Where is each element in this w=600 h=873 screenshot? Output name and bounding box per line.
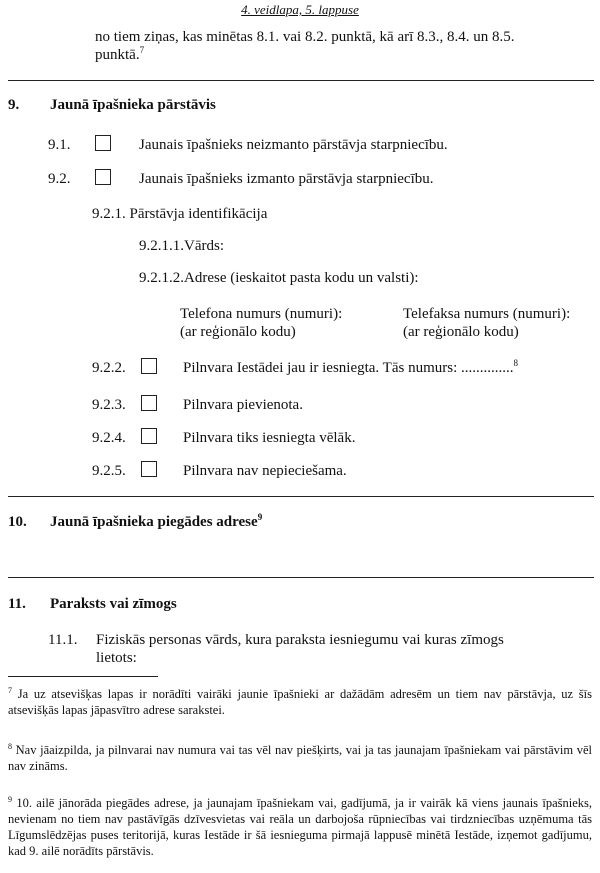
footnote-9-text: 10. ailē jānorāda piegādes adrese, ja jaunajam īpašniekam vai, gadījumā, ja ir vairāk kā viens jaunais īpašnieks, nevienam no tiem nav pastāvīgās dzīvesvietas vai reāla un darbojoša rūpniecības vai tirdzniecības uzņēmuma tās Līgumslēdzējas puses teritorijā, kuras Iestāde ir šā iesnieguma pirmajā lappusē minētā Iestāde, izņemot gadījumu, kad 9. ailē norādīts pārstāvis. [8,796,593,858]
option-9-1-checkbox[interactable] [95,135,111,151]
intro-line-1: no tiem ziņas, kas minētas 8.1. vai 8.2. punktā, kā arī 8.3., 8.4. un 8.5. [95,29,515,45]
section-divider [8,80,594,81]
section-10-title [50,513,262,531]
intro-line-2 [95,46,144,64]
intro-line-2-text: punktā. [95,47,140,63]
fax-label: Telefaksa numurs (numuri): [403,306,571,322]
section-divider [8,577,594,578]
representative-identification: 9.2.1. Pārstāvja identifikācija [92,206,268,222]
fax-sublabel: (ar reģionālo kodu) [403,324,519,340]
option-9-2-2-number: 9.2.2. [92,360,126,376]
page-header: 4. veidlapa, 5. lappuse [241,2,359,17]
footnote-ref-7: 7 [139,45,145,55]
section-9-title: Jaunā īpašnieka pārstāvis [50,97,216,113]
phone-label: Telefona numurs (numuri): [180,306,343,322]
footnote-9-mark: 9 [8,794,12,804]
footnote-ref-9: 9 [257,512,263,522]
item-11-1-label-line-1: Fiziskās personas vārds, kura paraksta iesniegumu vai kuras zīmogs [96,632,504,648]
option-9-2-checkbox[interactable] [95,169,111,185]
option-9-2-5-label: Pilnvara nav nepieciešama. [183,463,347,479]
option-9-2-5-checkbox[interactable] [141,461,157,477]
option-9-2-2-checkbox[interactable] [141,358,157,374]
option-9-1-label: Jaunais īpašnieks neizmanto pārstāvja starpniecību. [139,137,448,153]
footnote-8-mark: 8 [8,741,12,751]
option-9-2-5-number: 9.2.5. [92,463,126,479]
footnote-8 [8,742,592,774]
section-10-number: 10. [8,514,27,530]
footnote-7-mark: 7 [8,685,12,695]
option-9-2-3-number: 9.2.3. [92,397,126,413]
footnote-7-text: Ja uz atsevišķas lapas ir norādīti vairāki jaunie īpašnieki ar dažādām adresēm un tiem nav pārstāvja, uz šīs atsevišķās lapas jāpasvītro adrese sarakstei. [8,687,593,717]
option-9-2-2-text: Pilnvara Iestādei jau ir iesniegta. Tās numurs: .............. [183,360,514,376]
footnote-9 [8,795,592,859]
footnote-separator [8,676,158,677]
footnote-7 [8,686,592,718]
footnote-ref-8: 8 [513,358,518,368]
section-divider [8,496,594,497]
section-11-number: 11. [8,596,26,612]
option-9-2-label: Jaunais īpašnieks izmanto pārstāvja starpniecību. [139,171,434,187]
section-10-title-text: Jaunā īpašnieka piegādes adrese [50,514,258,530]
option-9-2-3-checkbox[interactable] [141,395,157,411]
representative-name-label: 9.2.1.1.Vārds: [139,238,224,254]
option-9-2-4-label: Pilnvara tiks iesniegta vēlāk. [183,430,356,446]
option-9-2-number: 9.2. [48,171,71,187]
option-9-2-3-label: Pilnvara pievienota. [183,397,303,413]
option-9-2-4-checkbox[interactable] [141,428,157,444]
representative-address-label: 9.2.1.2.Adrese (ieskaitot pasta kodu un valsti): [139,270,419,286]
option-9-1-number: 9.1. [48,137,71,153]
item-11-1-label-line-2: lietots: [96,650,137,666]
phone-sublabel: (ar reģionālo kodu) [180,324,296,340]
item-11-1-number: 11.1. [48,632,78,648]
option-9-2-4-number: 9.2.4. [92,430,126,446]
option-9-2-2-label [183,359,518,377]
section-11-title: Paraksts vai zīmogs [50,596,177,612]
section-9-number: 9. [8,97,20,113]
footnote-8-text: Nav jāaizpilda, ja pilnvarai nav numura vai tas vēl nav piešķirts, vai ja tas jaunajam īpašniekam vai pārstāvim vēl nav zināms. [8,743,592,773]
